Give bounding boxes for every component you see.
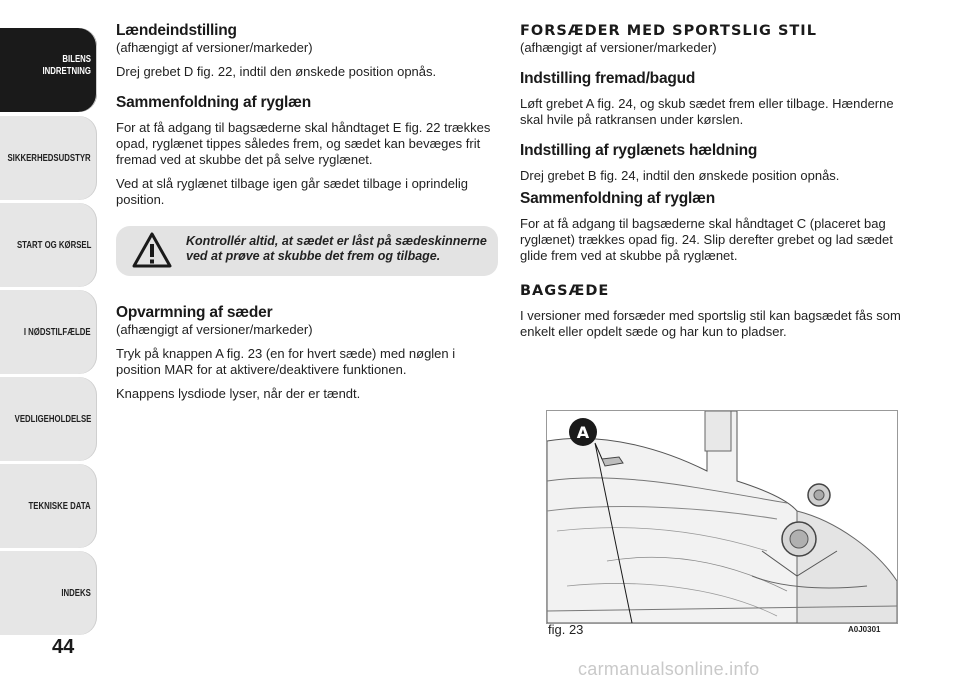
right-column [520,22,915,340]
callout-a-label: A [576,423,590,442]
page-number: 44 [52,636,75,658]
tab-label: SIKKERHEDSUDSTYR [7,152,91,164]
paragraph: Tryk på knappen A fig. 23 (en for hvert sæde) med nøglen i position MAR for at aktivere/deaktivere funktionen. [116,346,456,377]
tab-label: INDEKS [61,587,91,599]
tab-tekniske-data[interactable] [0,464,97,548]
tab-bilens-indretning[interactable] [0,28,97,112]
section-note: (afhængigt af versioner/markeder) [116,40,313,55]
paragraph: Drej grebet D fig. 22, indtil den ønskede position opnås. [116,64,437,79]
paragraph: I versioner med forsæder med sportslig stil kan bagsædet fås som enkelt eller opdelt sæde og har kun to pladser. [520,308,901,339]
section-title: Sammenfoldning af ryglæn [116,94,311,111]
paragraph: Løft grebet A fig. 24, og skub sædet frem eller tilbage. Hænderne skal hvile på ratkransen under kørslen. [520,96,894,127]
paragraph: Drej grebet B fig. 24, indtil den ønskede position opnås. [520,168,840,183]
tab-label: BILENS INDRETNING [42,54,91,77]
tab-i-nodstilfaelde[interactable] [0,290,97,374]
section-note: (afhængigt af versioner/markeder) [116,322,313,337]
paragraph: For at få adgang til bagsæderne skal håndtaget C (placeret bag ryglænet) trækkes opad fig. 24. Slip derefter grebet og lad sædet glide frem ved at skubbe på ryglænet. [520,216,893,263]
tab-vedligeholdelse[interactable] [0,377,97,461]
heading: BAGSÆDE [520,283,610,299]
section-note: (afhængigt af versioner/markeder) [520,40,717,55]
paragraph: Knappens lysdiode lyser, når der er tændt. [116,386,361,401]
figure-code: A0J0301 [848,625,881,634]
left-column [116,22,500,402]
tab-sikkerhedsudstyr[interactable] [0,116,97,200]
paragraph: Ved at slå ryglænet tilbage igen går sædet tilbage i oprindelig position. [116,176,468,207]
warning-triangle-icon [132,232,172,268]
tab-label: TEKNISKE DATA [28,500,91,512]
paragraph: For at få adgang til bagsæderne skal håndtaget E fig. 22 trækkes opad, ryglænet tippes således frem, og sædet kan bevæges frit fremad ved at skubbe det på selve ryglænet. [116,120,491,167]
section-title: Indstilling af ryglænets hældning [520,142,758,159]
tab-label: VEDLIGEHOLDELSE [14,413,91,425]
tab-indeks[interactable] [0,551,97,635]
section-title: Lændeindstilling [116,22,237,39]
warning-box [116,226,498,276]
watermark: carmanualsonline.info [578,659,760,679]
section-title: Opvarmning af sæder [116,304,273,321]
figure-seat-heating [546,410,898,624]
heading: FORSÆDER MED SPORTSLIG STIL [520,23,817,39]
section-title: Indstilling fremad/bagud [520,70,696,87]
seat-illustration [547,411,897,623]
tab-label: I NØDSTILFÆLDE [24,326,91,338]
section-title: Sammenfoldning af ryglæn [520,190,715,207]
warning-text: Kontrollér altid, at sædet er låst på sædeskinnerne ved at prøve at skubbe det frem og tilbage. [186,234,487,263]
tab-start-og-korsel[interactable] [0,203,97,287]
figure-caption: fig. 23 [548,622,584,637]
tab-label: START OG KØRSEL [16,239,91,251]
